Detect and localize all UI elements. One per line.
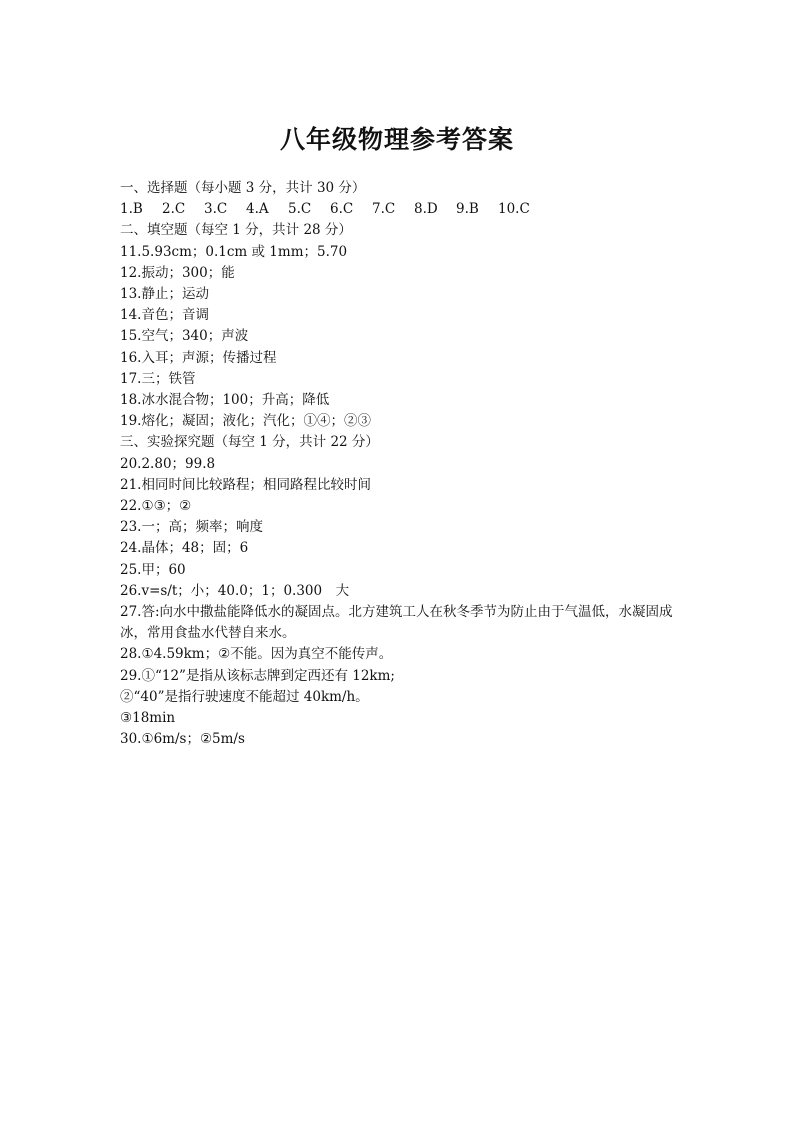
answer-list [120, 178, 680, 750]
answer-18: 18.冰水混合物；100；升高；降低 [120, 392, 330, 409]
answer-17: 17.三；铁管 [120, 370, 196, 387]
answer-20: 20.2.80；99.8 [120, 455, 216, 472]
choice-answer: 6.C [330, 201, 354, 218]
answer-22: 22.①③；② [120, 498, 192, 515]
answer-15: 15.空气；340；声波 [120, 328, 249, 345]
choice-answer: 2.C [162, 201, 186, 218]
section-heading-fill: 二、填空题（每空 1 分，共计 28 分） [120, 222, 352, 239]
answer-29-part1: 29.①“12”是指从该标志牌到定西还有 12km; [120, 667, 395, 684]
answer-28: 28.①4.59km；②不能。因为真空不能传声。 [120, 646, 393, 663]
answer-12: 12.振动；300；能 [120, 264, 235, 281]
choice-answer: 1.B [120, 201, 143, 218]
choice-answer: 3.C [204, 201, 228, 218]
page-title: 八年级物理参考答案 [279, 125, 514, 154]
choice-answer: 8.D [414, 201, 438, 218]
answer-25: 25.甲；60 [120, 561, 186, 578]
choice-answer: 7.C [372, 201, 396, 218]
choice-answers-row [120, 199, 680, 220]
answer-27: 27.答:向水中撒盐能降低水的凝固点。北方建筑工人在秋冬季节为防止由于气温低，水凝固成冰，常用食盐水代替自来水。 [120, 604, 673, 642]
choice-answer: 5.C [288, 201, 312, 218]
answer-24: 24.晶体；48；固；6 [120, 540, 249, 557]
choice-answer: 4.A [246, 201, 269, 218]
answer-16: 16.入耳；声源；传播过程 [120, 349, 277, 366]
answer-11: 11.5.93cm；0.1cm 或 1mm；5.70 [120, 243, 348, 260]
answer-19: 19.熔化；凝固；液化；汽化；①④；②③ [120, 413, 371, 430]
answer-14: 14.音色；音调 [120, 307, 209, 324]
answer-26: 26.v=s/t；小；40.0；1；0.300 大 [120, 582, 350, 599]
choice-answer: 10.C [498, 201, 530, 218]
answer-21: 21.相同时间比较路程；相同路程比较时间 [120, 476, 371, 493]
section-heading-choice: 一、选择题（每小题 3 分，共计 30 分） [120, 180, 366, 196]
answer-29-part3: ③18min [120, 710, 176, 727]
section-heading-experiment: 三、实验探究题（每空 1 分，共计 22 分） [120, 434, 379, 451]
choice-answer: 9.B [456, 201, 479, 218]
answer-30: 30.①6m/s；②5m/s [120, 731, 245, 748]
answer-13: 13.静止；运动 [120, 286, 209, 303]
answer-29-part2: ②“40”是指行驶速度不能超过 40km/h。 [120, 688, 369, 705]
answer-23: 23.一；高；频率；响度 [120, 519, 263, 536]
